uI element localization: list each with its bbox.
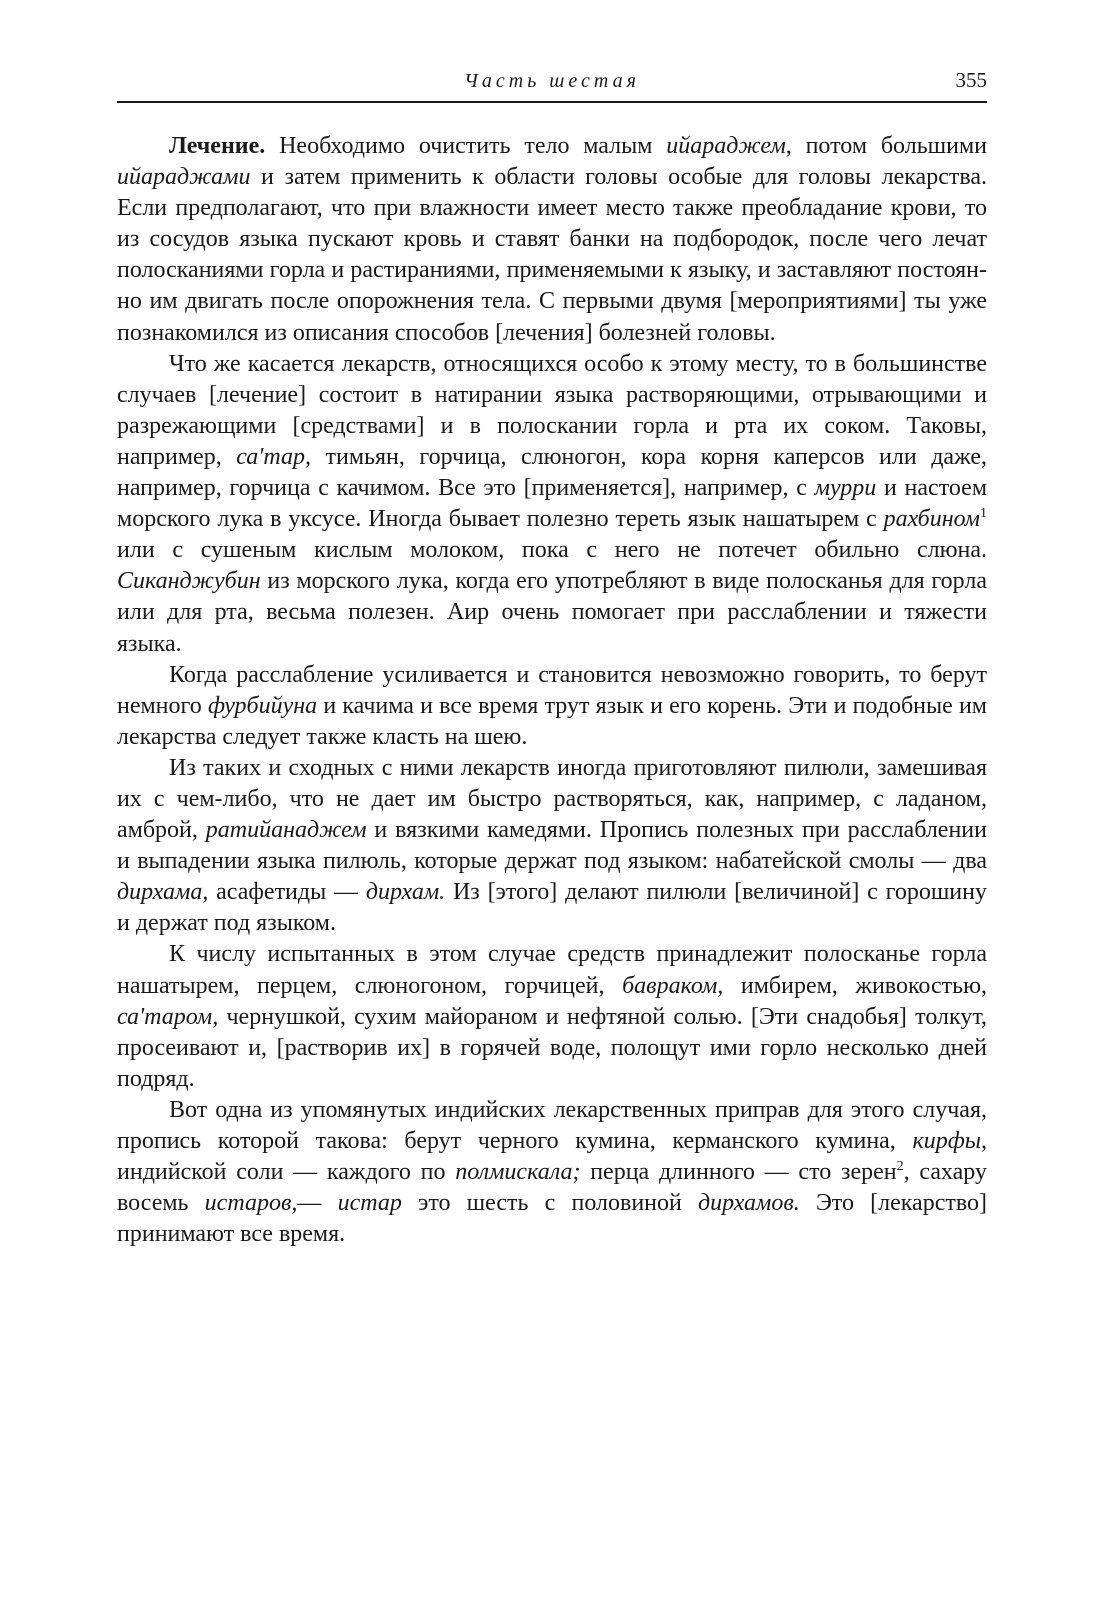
text-run: Из [этого] делают пилюли [величиной] с горошину и держат под языком. bbox=[117, 879, 987, 937]
text-run: потом большими bbox=[791, 133, 987, 159]
text-run: и вязкими камедями. Пропись полезных при расслаблении и выпадении языка пилюль, которые держат под языком: набатейской смолы — два bbox=[117, 817, 987, 875]
text-run: и настоем морского лука в уксусе. Иногда бывает полезно тереть язык нашатырем с bbox=[117, 475, 988, 533]
text-run: это шесть с половиной bbox=[401, 1190, 699, 1217]
running-head bbox=[117, 62, 987, 102]
italic-term: истаров, bbox=[204, 1190, 298, 1217]
text-run: Когда расслабление усиливается и становится невозможно говорить, то берут немного bbox=[117, 661, 987, 719]
paragraph bbox=[117, 349, 987, 660]
paragraph bbox=[117, 1095, 987, 1250]
italic-term: дирхам. bbox=[365, 879, 446, 906]
text-run: перца длинного — сто зерен bbox=[580, 1159, 897, 1186]
text-run: Необходимо очистить тело малым bbox=[265, 133, 667, 159]
text-run: имбирем, живокостью, bbox=[723, 972, 988, 999]
italic-term: дирхама, bbox=[117, 879, 209, 906]
header-rule bbox=[117, 101, 987, 103]
italic-term: Сиканджубин bbox=[117, 568, 261, 595]
footnote-marker: 2 bbox=[896, 1159, 904, 1175]
italic-term: са'таром, bbox=[117, 1003, 219, 1030]
text-run: К числу испытанных в этом случае средств принадлежит полосканье горла нашатырем, перцем, слюногоном, горчицей, bbox=[117, 941, 987, 999]
paragraph bbox=[117, 131, 987, 349]
paragraph bbox=[117, 753, 987, 940]
italic-term: ратийанаджем bbox=[205, 817, 367, 844]
italic-term: бавраком, bbox=[622, 972, 724, 999]
italic-term: фурбийуна bbox=[207, 692, 318, 719]
text-run: Это [лекарство] принимают все время. bbox=[117, 1190, 988, 1248]
text-run: Что же касается лекарств, относящихся особо к этому месту, то в большинстве случаев [лечение] состоит в натирании языка растворяющими, отрывающими и разрежающими [средствами] и в полоскании горла и рта их соком. Таковы, например, bbox=[117, 350, 987, 470]
text-run: , сахару восемь bbox=[117, 1159, 987, 1217]
text-run: тимьян, горчица, слюногон, кора корня каперсов или даже, например, горчица с качимом. Все это [применяется], например, с bbox=[117, 443, 988, 502]
italic-term: рахбином bbox=[883, 506, 980, 533]
italic-term: са'тар, bbox=[236, 443, 312, 470]
italic-term: ийараджем, bbox=[666, 133, 792, 159]
text-run: Из таких и сходных с ними лекарств иногда приготовляют пилюли, замешивая их с чем-либо, что не дает им быстро растворяться, как, например, с ладаном, амброй, bbox=[117, 754, 987, 844]
italic-term: мурри bbox=[814, 475, 877, 502]
italic-term: ийараджами bbox=[117, 164, 251, 191]
text-run: индийской соли — каждого по bbox=[117, 1159, 456, 1186]
section-heading: Лечение. bbox=[169, 133, 266, 159]
text-run: чернушкой, сухим майораном и нефтяной солью. [Эти снадобья] толкут, просеивают и, [растворив их] в горячей воде, полощут ими горло несколько дней подряд. bbox=[117, 1003, 987, 1092]
paragraph bbox=[117, 939, 987, 1094]
text-run: и затем применить к области головы особые для головы лекарства. Если предполагают, что при влажности имеет место также преобладание крови, то из сосудов языка пускают кровь и ставят банки на подбородок, после чего лечат полосканиями горла и растираниями, применяемыми к языку, и заставляют постоянно им двигать после опорожнения тела. С первыми двумя [мероприятиями] ты уже познакомился из описания способов [лечения] болезней головы. bbox=[117, 164, 987, 346]
body-text bbox=[117, 131, 987, 1250]
paragraph bbox=[117, 660, 987, 753]
text-run: асафетиды — bbox=[208, 879, 366, 906]
italic-term: истар bbox=[337, 1190, 402, 1217]
text-run: Вот одна из упомянутых индийских лекарственных приправ для этого случая, пропись которой такова: берут черного кумина, керманского кумина, bbox=[117, 1096, 987, 1154]
running-title: Часть шестая bbox=[464, 70, 640, 92]
italic-term: кирфы, bbox=[912, 1128, 987, 1154]
text-run: и качима и все время трут язык и его корень. Эти и подобные им лекарства следует также класть на шею. bbox=[117, 692, 987, 750]
text-run: из морского лука, когда его употребляют в виде полосканья для горла или для рта, весьма полезен. Аир очень помогает при расслаблении и тяжести языка. bbox=[117, 568, 987, 657]
footnote-marker: 1 bbox=[980, 506, 987, 522]
text-run: — bbox=[297, 1190, 338, 1217]
text-run: или с сушеным кислым молоком, пока с него не потечет обильно слюна. bbox=[117, 537, 987, 564]
italic-term: полмискала; bbox=[455, 1159, 581, 1186]
italic-term: дирхамов. bbox=[698, 1190, 800, 1217]
page-number: 355 bbox=[955, 68, 987, 92]
